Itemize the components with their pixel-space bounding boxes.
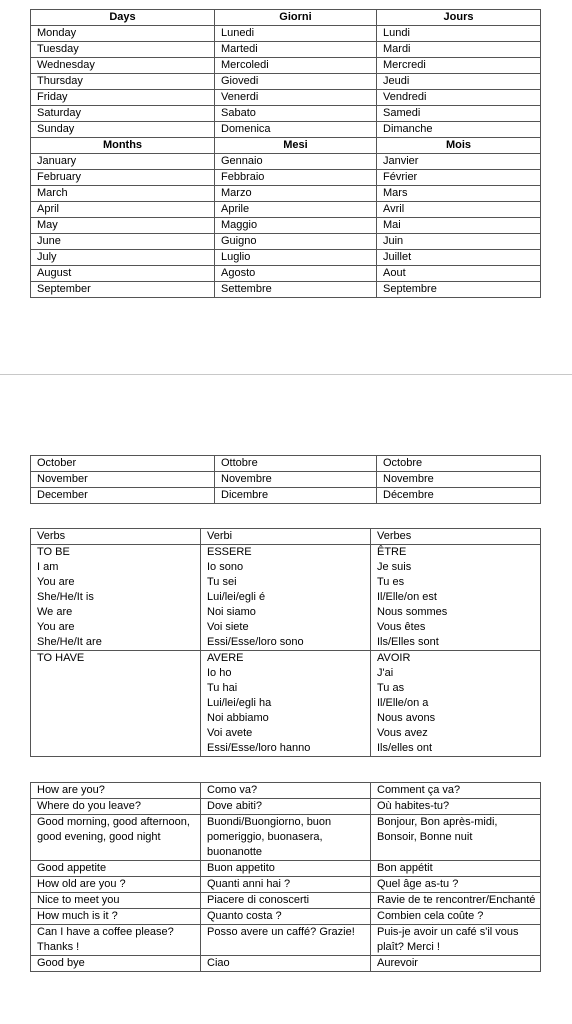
table-cell: Tu sei [201,575,371,590]
table-cell: October [31,456,215,472]
table-cell: Giovedi [215,74,377,90]
table-cell: J'ai [371,666,541,681]
days-months-table [30,9,541,298]
table-cell: Aprile [215,202,377,218]
day-row [31,58,541,74]
table-cell: Mai [377,218,541,234]
table-cell: Tu hai [201,681,371,696]
table-cell: Lunedi [215,26,377,42]
verb-row [31,681,541,696]
table-cell: She/He/It is [31,590,201,605]
table-cell: How old are you ? [31,877,201,893]
table-cell: Essi/Esse/loro sono [201,635,371,651]
table-cell: Quanto costa ? [201,909,371,925]
table-cell: Thursday [31,74,215,90]
table-cell: Io sono [201,560,371,575]
phrase-row [31,909,541,925]
table-cell: She/He/It are [31,635,201,651]
phrase-row [31,877,541,893]
table-cell: Nous avons [371,711,541,726]
phrases-body [31,783,541,972]
table-cell: Febbraio [215,170,377,186]
table-cell: Buondi/Buongiorno, buon pomeriggio, buonasera, buonanotte [201,815,371,861]
table-cell: Friday [31,90,215,106]
to-have-group [31,651,541,757]
table-cell: Octobre [377,456,541,472]
verb-row [31,620,541,635]
table-cell [31,681,201,696]
day-row [31,42,541,58]
verb-row [31,545,541,561]
months-header-row [31,138,541,154]
table-cell: How are you? [31,783,201,799]
table-cell: Il/Elle/on est [371,590,541,605]
table-cell: Agosto [215,266,377,282]
table-cell: Bonjour, Bon après-midi, Bonsoir, Bonne nuit [371,815,541,861]
table-cell: Piacere di conoscerti [201,893,371,909]
table-cell: Voi siete [201,620,371,635]
verb-row [31,605,541,620]
verb-row [31,575,541,590]
table-cell: Bon appétit [371,861,541,877]
day-row [31,74,541,90]
table-cell: Lundi [377,26,541,42]
header-cell: Verbes [371,529,541,545]
table-cell: December [31,488,215,504]
table-cell [31,696,201,711]
table-cell: Como va? [201,783,371,799]
table-cell: Mars [377,186,541,202]
table-cell: Noi siamo [201,605,371,620]
phrase-row [31,925,541,956]
table-cell: Wednesday [31,58,215,74]
page-divider [0,374,572,375]
month-row [31,234,541,250]
table-cell: TO BE [31,545,201,561]
month-row [31,154,541,170]
table-cell [31,741,201,757]
table-cell: Décembre [377,488,541,504]
month-row [31,488,541,504]
verb-row [31,696,541,711]
table-cell: Mardi [377,42,541,58]
table-cell: Sunday [31,122,215,138]
table-cell: Ciao [201,956,371,972]
table-cell: Dicembre [215,488,377,504]
table-cell: Ils/elles ont [371,741,541,757]
table-cell: Avril [377,202,541,218]
table-cell: September [31,282,215,298]
table-cell [31,711,201,726]
table-cell: Quel âge as-tu ? [371,877,541,893]
table-cell: Vendredi [377,90,541,106]
verb-row [31,666,541,681]
days-body [31,26,541,138]
month-row [31,266,541,282]
table-cell: Gennaio [215,154,377,170]
table-cell: Monday [31,26,215,42]
table-cell: Novembre [215,472,377,488]
table-cell: February [31,170,215,186]
table-cell: You are [31,620,201,635]
month-row [31,218,541,234]
table-cell: January [31,154,215,170]
table-cell: Vous êtes [371,620,541,635]
table-cell: Voi avete [201,726,371,741]
table-cell: Ravie de te rencontrer/Enchanté [371,893,541,909]
phrase-row [31,893,541,909]
table-cell: Can I have a coffee please? Thanks ! [31,925,201,956]
table-cell: Vous avez [371,726,541,741]
table-cell [31,666,201,681]
header-cell: Verbs [31,529,201,545]
table-cell: Essi/Esse/loro hanno [201,741,371,757]
table-cell: Lui/lei/egli ha [201,696,371,711]
table-cell: Saturday [31,106,215,122]
month-row [31,456,541,472]
table-cell: November [31,472,215,488]
table-cell: TO HAVE [31,651,201,667]
table-cell: Posso avere un caffé? Grazie! [201,925,371,956]
to-be-group [31,545,541,651]
table-cell: Nous sommes [371,605,541,620]
table-cell: Mercoledi [215,58,377,74]
table-cell: Dove abiti? [201,799,371,815]
month-row [31,250,541,266]
header-cell: Jours [377,10,541,26]
table-cell: Aurevoir [371,956,541,972]
verb-row [31,726,541,741]
table-cell: Noi abbiamo [201,711,371,726]
table-cell: Luglio [215,250,377,266]
months-body [31,154,541,298]
table-cell: You are [31,575,201,590]
table-cell: Janvier [377,154,541,170]
table-cell: Where do you leave? [31,799,201,815]
month-row [31,170,541,186]
table-cell: Février [377,170,541,186]
table-cell: Maggio [215,218,377,234]
header-cell: Months [31,138,215,154]
verbs-table [30,528,541,757]
table-cell: Good morning, good afternoon, good evening, good night [31,815,201,861]
months-continued-body [31,456,541,504]
month-row [31,472,541,488]
table-cell: July [31,250,215,266]
table-cell: Venerdi [215,90,377,106]
table-cell: Good bye [31,956,201,972]
phrase-row [31,799,541,815]
table-cell: Novembre [377,472,541,488]
phrase-row [31,861,541,877]
table-cell: AVOIR [371,651,541,667]
day-row [31,106,541,122]
header-cell: Verbi [201,529,371,545]
table-cell: Tu es [371,575,541,590]
header-cell: Giorni [215,10,377,26]
table-cell: Juillet [377,250,541,266]
table-cell: August [31,266,215,282]
months-continued-table [30,455,541,504]
month-row [31,186,541,202]
header-cell: Mesi [215,138,377,154]
table-cell: Tuesday [31,42,215,58]
table-cell: Lui/lei/egli é [201,590,371,605]
table-cell: Je suis [371,560,541,575]
table-cell: Samedi [377,106,541,122]
table-cell: Io ho [201,666,371,681]
day-row [31,90,541,106]
table-cell: I am [31,560,201,575]
phrase-row [31,783,541,799]
phrase-row [31,815,541,861]
table-cell: We are [31,605,201,620]
verb-row [31,635,541,651]
verb-row [31,651,541,667]
table-cell: April [31,202,215,218]
table-cell: Aout [377,266,541,282]
table-cell: Buon appetito [201,861,371,877]
days-header-row [31,10,541,26]
table-cell: AVERE [201,651,371,667]
header-cell: Days [31,10,215,26]
header-cell: Mois [377,138,541,154]
verb-row [31,741,541,757]
verb-row [31,590,541,605]
table-cell: Combien cela coûte ? [371,909,541,925]
verb-row [31,711,541,726]
table-cell: Puis-je avoir un café s'il vous plaît? Merci ! [371,925,541,956]
table-cell: Domenica [215,122,377,138]
table-cell: Comment ça va? [371,783,541,799]
day-row [31,26,541,42]
table-cell: How much is it ? [31,909,201,925]
table-cell: June [31,234,215,250]
table-cell: Marzo [215,186,377,202]
table-cell: ÊTRE [371,545,541,561]
table-cell: Où habites-tu? [371,799,541,815]
phrase-row [31,956,541,972]
month-row [31,282,541,298]
table-cell: Good appetite [31,861,201,877]
table-cell: Guigno [215,234,377,250]
table-cell: Ottobre [215,456,377,472]
table-cell: Il/Elle/on a [371,696,541,711]
table-cell: Mercredi [377,58,541,74]
table-cell: Septembre [377,282,541,298]
verb-row [31,560,541,575]
table-cell [31,726,201,741]
day-row [31,122,541,138]
table-cell: Sabato [215,106,377,122]
table-cell: ESSERE [201,545,371,561]
table-cell: May [31,218,215,234]
phrases-table [30,782,541,972]
month-row [31,202,541,218]
table-cell: Tu as [371,681,541,696]
table-cell: Martedi [215,42,377,58]
verbs-header-row [31,529,541,545]
table-cell: Jeudi [377,74,541,90]
table-cell: Settembre [215,282,377,298]
table-cell: Ils/Elles sont [371,635,541,651]
table-cell: March [31,186,215,202]
table-cell: Nice to meet you [31,893,201,909]
table-cell: Juin [377,234,541,250]
table-cell: Quanti anni hai ? [201,877,371,893]
table-cell: Dimanche [377,122,541,138]
